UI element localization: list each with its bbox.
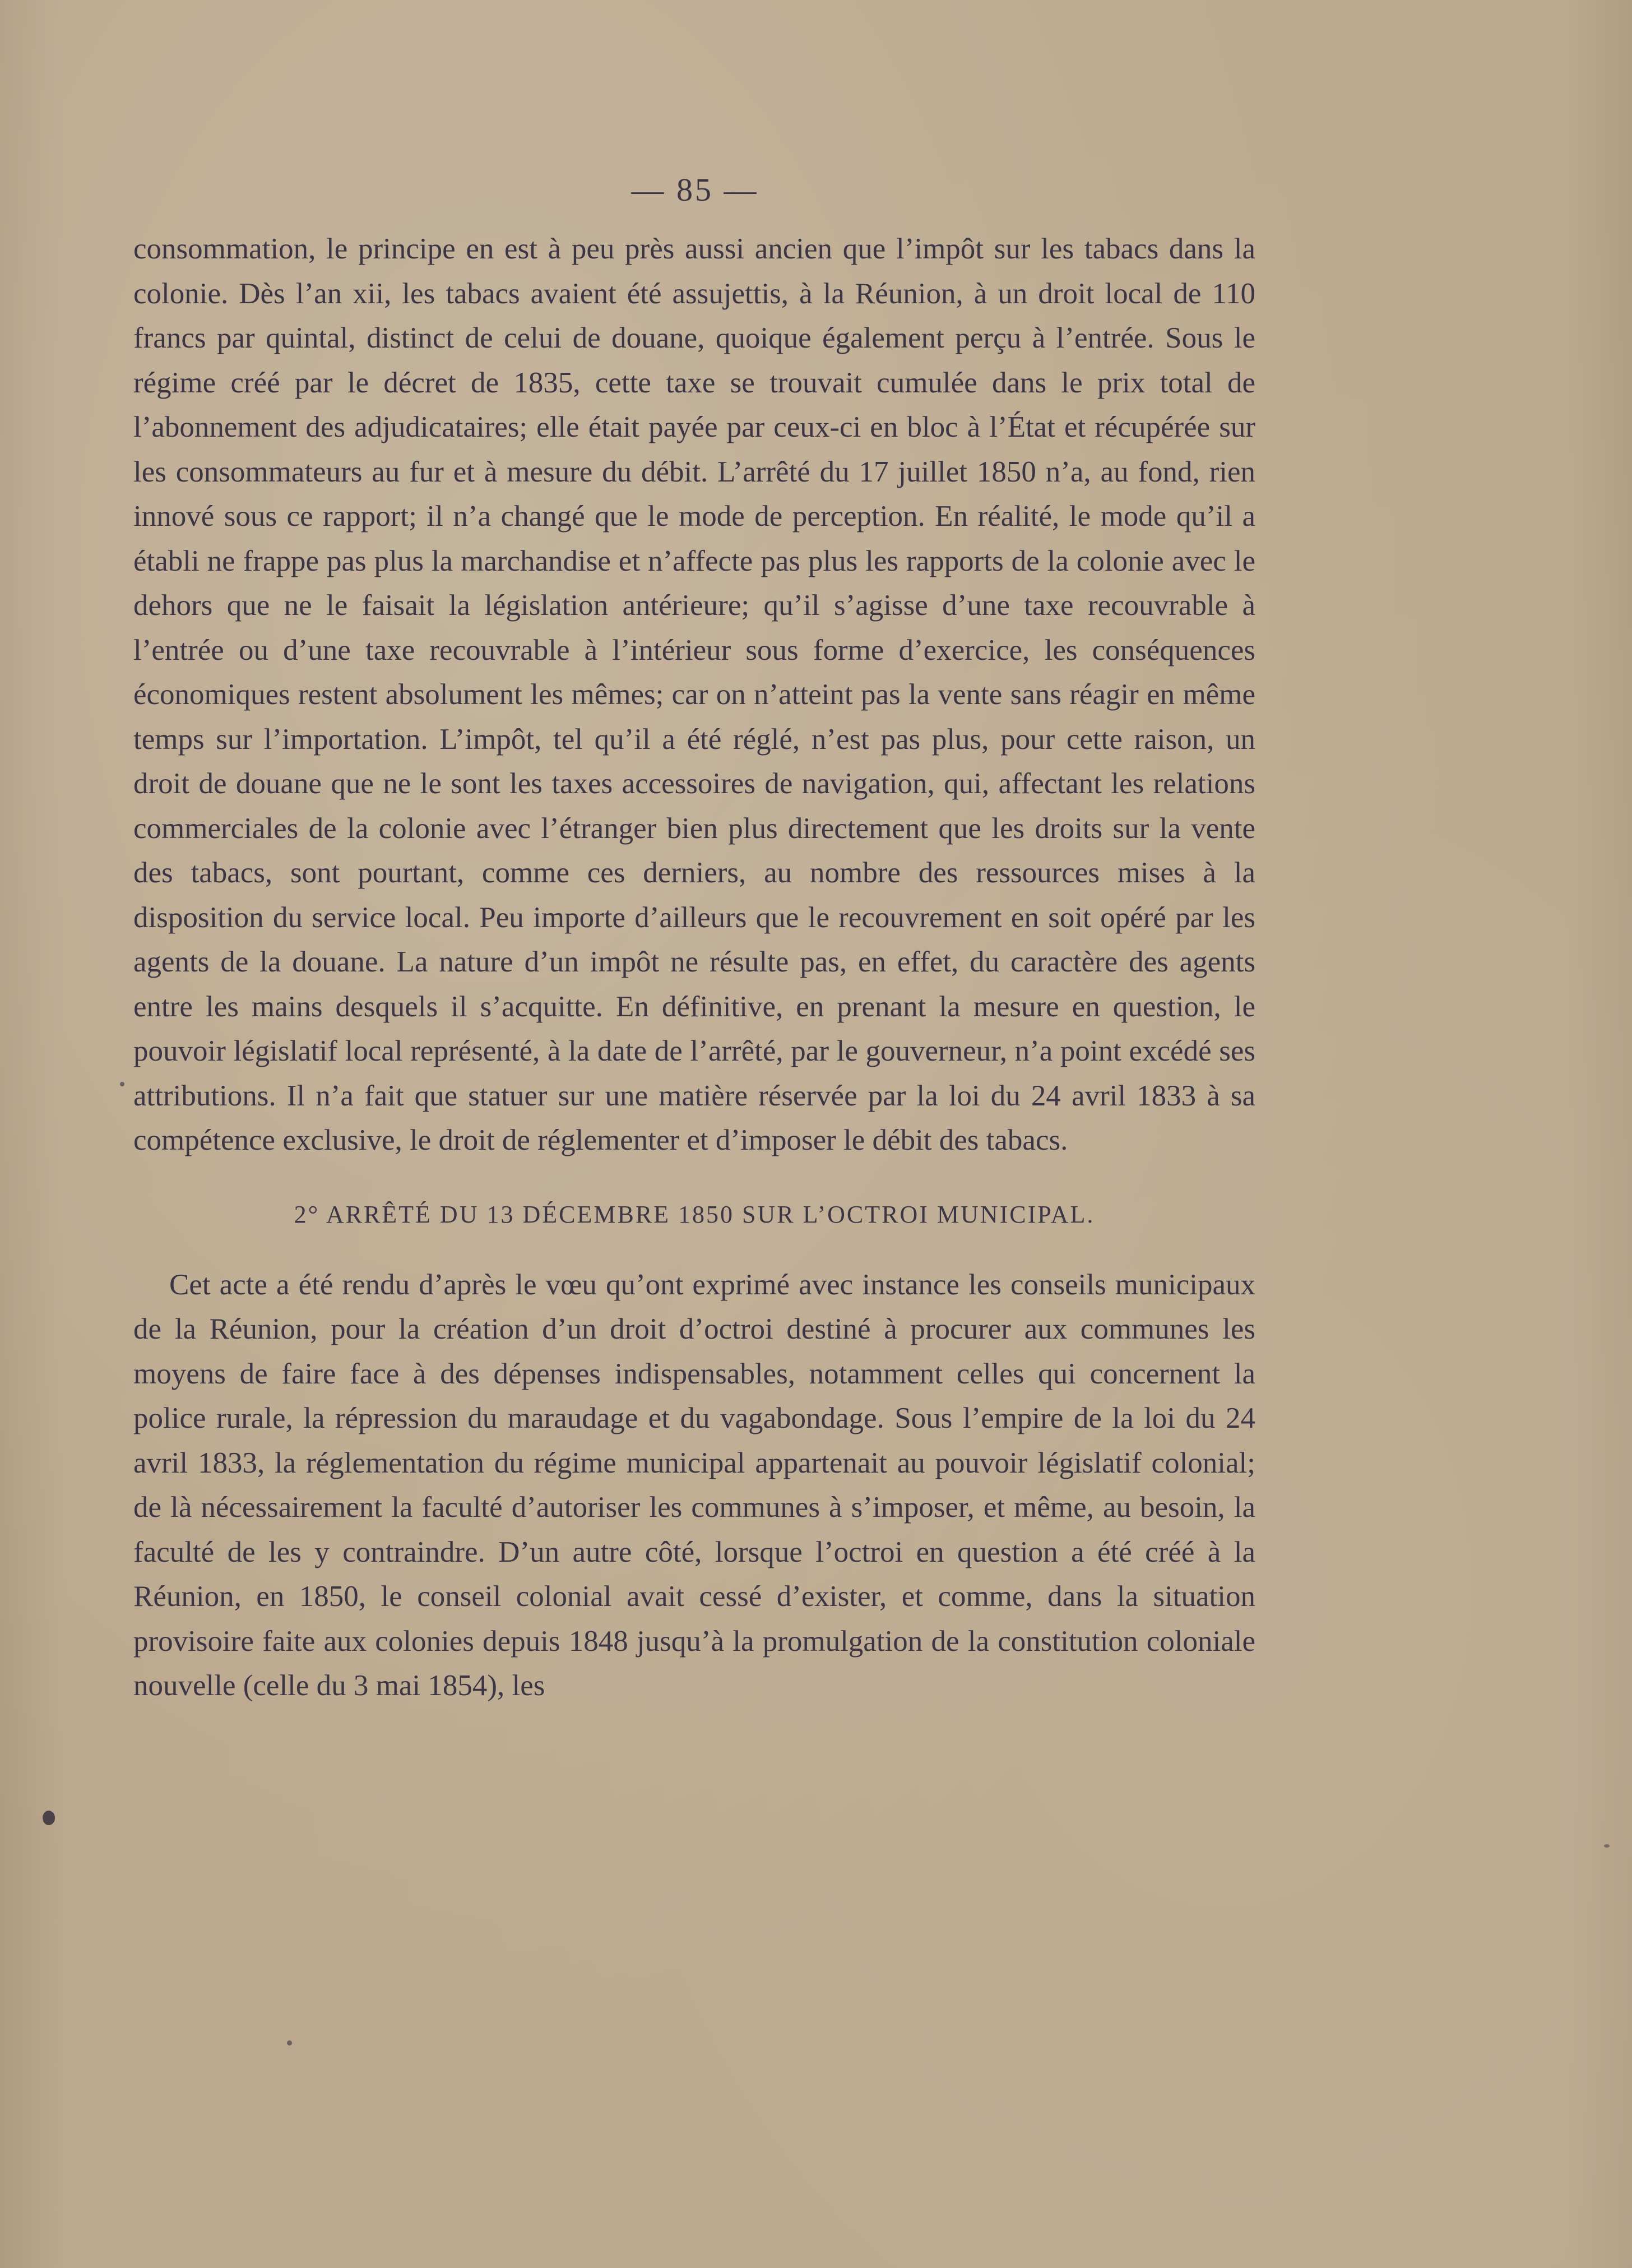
section-heading: 2° ARRÊTÉ DU 13 DÉCEMBRE 1850 SUR L’OCTROI MUNICIPAL.	[294, 1200, 1095, 1228]
margin-speck	[43, 1811, 55, 1825]
paragraph-1: consommation, le principe en est à peu près aussi ancien que l’impôt sur les tabacs dans la colonie. Dès l’an xii, les tabacs avaient été assujettis, à la Réunion, à un droit local de 110 francs par quintal, distinct de celui de douane, quoique également perçu à l’entrée. Sous le régime créé par le décret de 1835, cette taxe se trouvait cumulée dans le prix total de l’abonnement des adjudicataires; elle était payée par ceux-ci en bloc à l’État et récupérée sur les consommateurs au fur et à mesure du débit. L’arrêté du 17 juillet 1850 n’a, au fond, rien innové sous ce rapport; il n’a changé que le mode de perception. En réalité, le mode qu’il a établi ne frappe pas plus la marchandise et n’affecte pas plus les rapports de la colonie avec le dehors que ne le faisait la législation antérieure; qu’il s’agisse d’une taxe recouvrable à l’entrée ou d’une taxe recouvrable à l’intérieur sous forme d’exercice, les conséquences économiques restent absolument les mêmes; car on n’atteint pas la vente sans réagir en même temps sur l’importation. L’impôt, tel qu’il a été réglé, n’est pas plus, pour cette raison, un droit de douane que ne le sont les taxes accessoires de navigation, qui, affectant les relations commerciales de la colonie avec l’étranger bien plus directement que les droits sur la vente des tabacs, sont pourtant, comme ces derniers, au nombre des ressources mises à la disposition du service local. Peu importe d’ailleurs que le recouvrement en soit opéré par les agents de la douane. La nature d’un impôt ne résulte pas, en effet, du caractère des agents entre les mains desquels il s’acquitte. En définitive, en prenant la mesure en question, le pouvoir législatif local représenté, à la date de l’arrêté, par le gouverneur, n’a point excédé ses attributions. Il n’a fait que statuer sur une matière réservée par la loi du 24 avril 1833 à sa compétence exclusive, le droit de réglementer et d’imposer le débit des tabacs.	[133, 233, 1255, 1156]
body-text	[133, 227, 1255, 1709]
margin-speck	[1604, 1844, 1610, 1848]
paragraph-2: Cet acte a été rendu d’après le vœu qu’ont exprimé avec instance les conseils municipaux de la Réunion, pour la création d’un droit d’octroi destiné à procurer aux communes les moyens de faire face à des dépenses indispensables, notamment celles qui concernent la police rurale, la répression du maraudage et du vagabondage. Sous l’empire de la loi du 24 avril 1833, la réglementation du régime municipal appartenait au pouvoir législatif colonial; de là nécessairement la faculté d’autoriser les communes à s’imposer, et même, au besoin, la faculté de les y contraindre. D’un autre côté, lorsque l’octroi en question a été créé à la Réunion, en 1850, le conseil colonial avait cessé d’exister, et comme, dans la situation provisoire faite aux colonies depuis 1848 jusqu’à la promulgation de la constitution coloniale nouvelle (celle du 3 mai 1854), les	[133, 1268, 1255, 1702]
margin-speck	[287, 2040, 292, 2045]
page-number: — 85 —	[631, 172, 759, 208]
margin-speck	[120, 1082, 124, 1086]
